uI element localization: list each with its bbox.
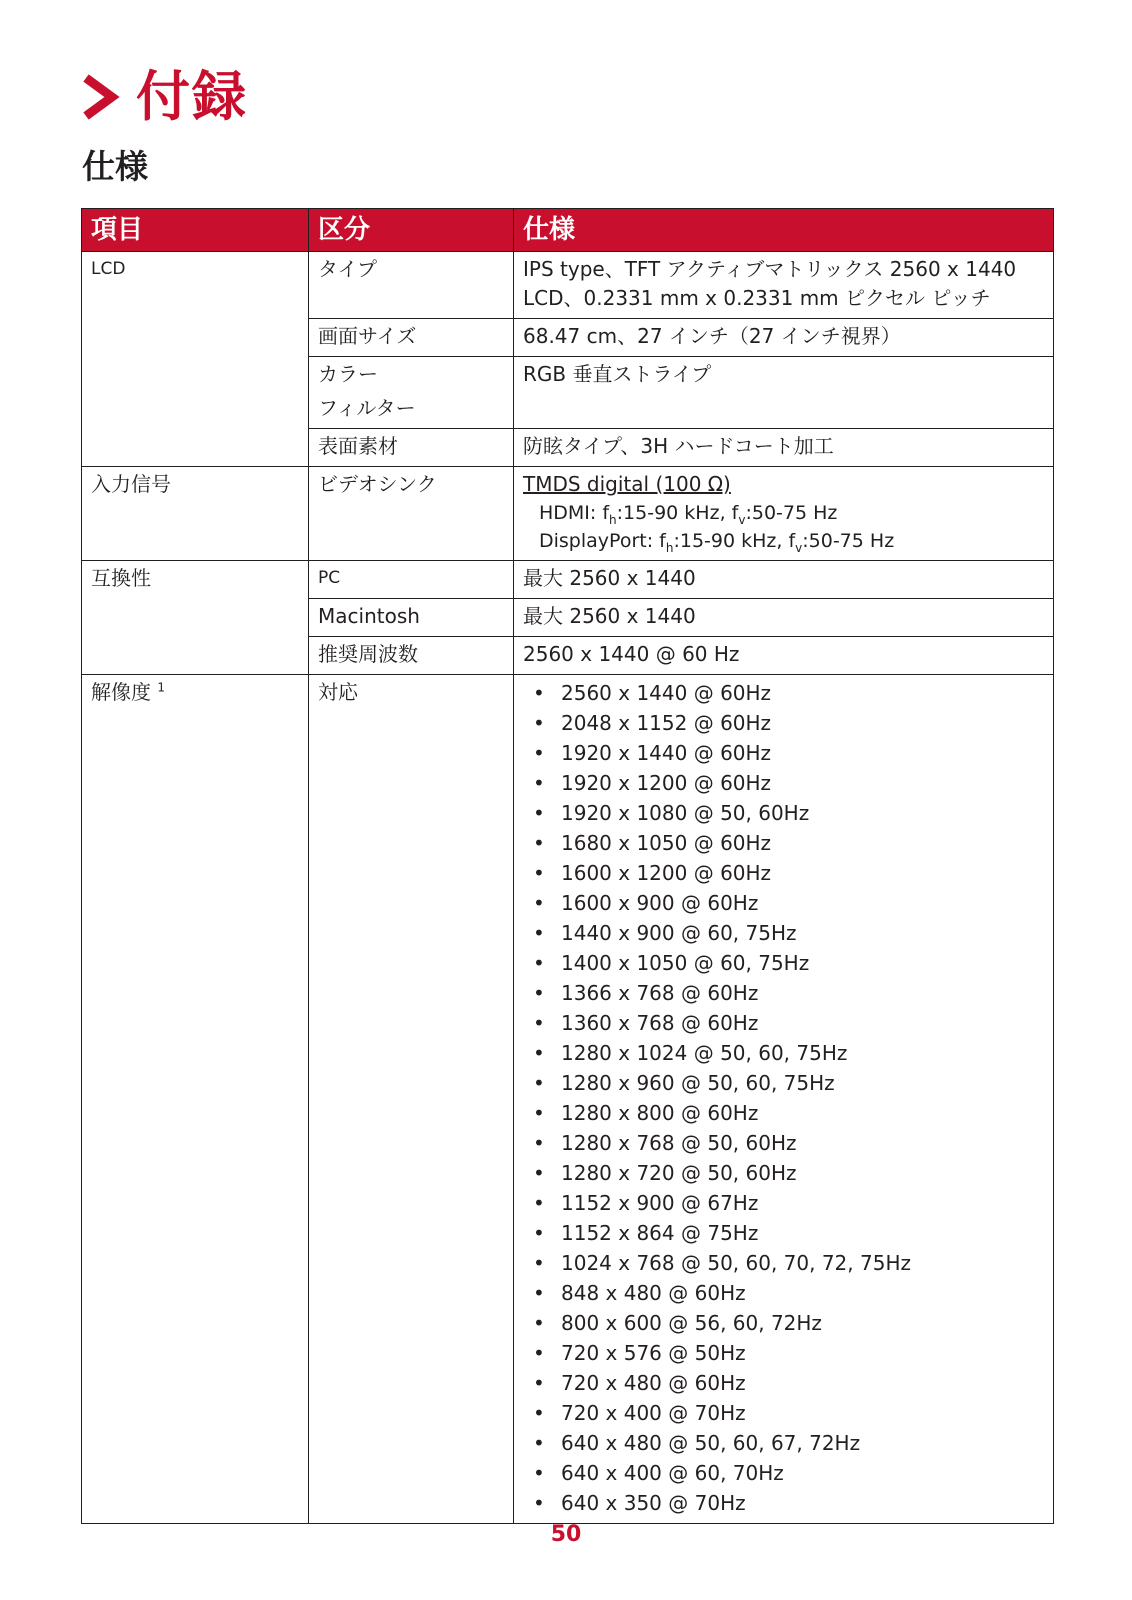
item-lcd: LCD: [82, 252, 309, 467]
dp-end: :50-75 Hz: [802, 530, 895, 552]
list-item: • 1152 x 864 @ 75Hz: [523, 1218, 1045, 1248]
hdmi-prefix: HDMI: f: [539, 502, 610, 524]
table-row: [82, 561, 1054, 599]
hdmi-sub-v: v: [738, 512, 746, 527]
item-compatibility: 互換性: [82, 561, 309, 675]
spec-screen-size: 68.47 cm、27 インチ（27 インチ視界）: [514, 319, 1054, 357]
list-item: • 2048 x 1152 @ 60Hz: [523, 708, 1045, 738]
table-header-row: [82, 209, 1054, 252]
header-category: 区分: [309, 209, 514, 252]
item-input-signal: 入力信号: [82, 467, 309, 561]
chevron-right-icon: [80, 72, 120, 122]
hdmi-sub-h: h: [609, 512, 617, 527]
list-item: • 1600 x 1200 @ 60Hz: [523, 858, 1045, 888]
spec-type-line-1: IPS type、TFT アクティブマトリックス 2560 x 1440: [523, 257, 1017, 281]
spec-displayport: [523, 527, 1045, 555]
list-item: • 1360 x 768 @ 60Hz: [523, 1008, 1045, 1038]
spec-pc: 最大 2560 x 1440: [514, 561, 1054, 599]
label-recommended: 推奨周波数: [309, 637, 514, 675]
dp-sub-h: h: [665, 540, 674, 555]
list-item: • 720 x 480 @ 60Hz: [523, 1368, 1045, 1398]
list-item: • 848 x 480 @ 60Hz: [523, 1278, 1045, 1308]
dp-prefix: DisplayPort: f: [539, 530, 666, 552]
page-number: 50: [550, 1522, 582, 1547]
spec-macintosh: 最大 2560 x 1440: [514, 599, 1054, 637]
spec-color-filter: RGB 垂直ストライプ: [514, 357, 1054, 429]
list-item: • 640 x 400 @ 60, 70Hz: [523, 1458, 1045, 1488]
spec-recommended: 2560 x 1440 @ 60 Hz: [514, 637, 1054, 675]
label-video-sync: ビデオシンク: [309, 467, 514, 561]
label-type: タイプ: [309, 252, 514, 319]
label-color-filter-line-2: フィルター: [318, 396, 416, 420]
spec-surface: 防眩タイプ、3H ハードコート加工: [514, 429, 1054, 467]
label-color-filter: [309, 357, 514, 429]
list-item: • 1600 x 900 @ 60Hz: [523, 888, 1045, 918]
list-item: • 720 x 400 @ 70Hz: [523, 1398, 1045, 1428]
resolution-list: [523, 678, 1045, 1518]
list-item: • 2560 x 1440 @ 60Hz: [523, 678, 1045, 708]
header-item: 項目: [82, 209, 309, 252]
label-surface: 表面素材: [309, 429, 514, 467]
table-row: [82, 675, 1054, 1524]
list-item: • 1366 x 768 @ 60Hz: [523, 978, 1045, 1008]
spec-table: [81, 208, 1054, 1524]
spec-hdmi: [523, 499, 1045, 527]
list-item: • 720 x 576 @ 50Hz: [523, 1338, 1045, 1368]
list-item: • 1280 x 768 @ 50, 60Hz: [523, 1128, 1045, 1158]
list-item: • 1152 x 900 @ 67Hz: [523, 1188, 1045, 1218]
spec-tmds: TMDS digital (100 Ω): [523, 472, 731, 496]
chapter-title: 付録: [136, 65, 248, 128]
spec-video-sync: [514, 467, 1054, 561]
list-item: • 1280 x 960 @ 50, 60, 75Hz: [523, 1068, 1045, 1098]
label-macintosh: Macintosh: [309, 599, 514, 637]
hdmi-mid: :15-90 kHz, f: [616, 502, 739, 524]
dp-mid: :15-90 kHz, f: [673, 530, 796, 552]
spec-supported-modes: [514, 675, 1054, 1524]
list-item: • 800 x 600 @ 56, 60, 72Hz: [523, 1308, 1045, 1338]
item-resolution: [82, 675, 309, 1524]
list-item: • 1920 x 1200 @ 60Hz: [523, 768, 1045, 798]
label-screen-size: 画面サイズ: [309, 319, 514, 357]
list-item: • 1280 x 800 @ 60Hz: [523, 1098, 1045, 1128]
list-item: • 1680 x 1050 @ 60Hz: [523, 828, 1045, 858]
label-pc: PC: [309, 561, 514, 599]
chapter-heading: [80, 62, 248, 132]
table-row: [82, 252, 1054, 319]
section-title: 仕様: [82, 147, 148, 186]
list-item: • 1400 x 1050 @ 60, 75Hz: [523, 948, 1045, 978]
spec-type: [514, 252, 1054, 319]
list-item: • 640 x 350 @ 70Hz: [523, 1488, 1045, 1518]
list-item: • 1440 x 900 @ 60, 75Hz: [523, 918, 1045, 948]
label-supported: 対応: [309, 675, 514, 1524]
list-item: • 1920 x 1080 @ 50, 60Hz: [523, 798, 1045, 828]
item-resolution-label: 解像度: [91, 680, 151, 704]
footnote-marker: 1: [157, 680, 165, 695]
table-row: [82, 467, 1054, 561]
hdmi-end: :50-75 Hz: [745, 502, 838, 524]
list-item: • 1280 x 1024 @ 50, 60, 75Hz: [523, 1038, 1045, 1068]
spec-type-line-2: LCD、0.2331 mm x 0.2331 mm ピクセル ピッチ: [523, 286, 991, 310]
header-spec: 仕様: [514, 209, 1054, 252]
dp-sub-v: v: [795, 540, 803, 555]
list-item: • 1024 x 768 @ 50, 60, 70, 72, 75Hz: [523, 1248, 1045, 1278]
list-item: • 1280 x 720 @ 50, 60Hz: [523, 1158, 1045, 1188]
list-item: • 1920 x 1440 @ 60Hz: [523, 738, 1045, 768]
label-color-filter-line-1: カラー: [318, 362, 378, 386]
list-item: • 640 x 480 @ 50, 60, 67, 72Hz: [523, 1428, 1045, 1458]
